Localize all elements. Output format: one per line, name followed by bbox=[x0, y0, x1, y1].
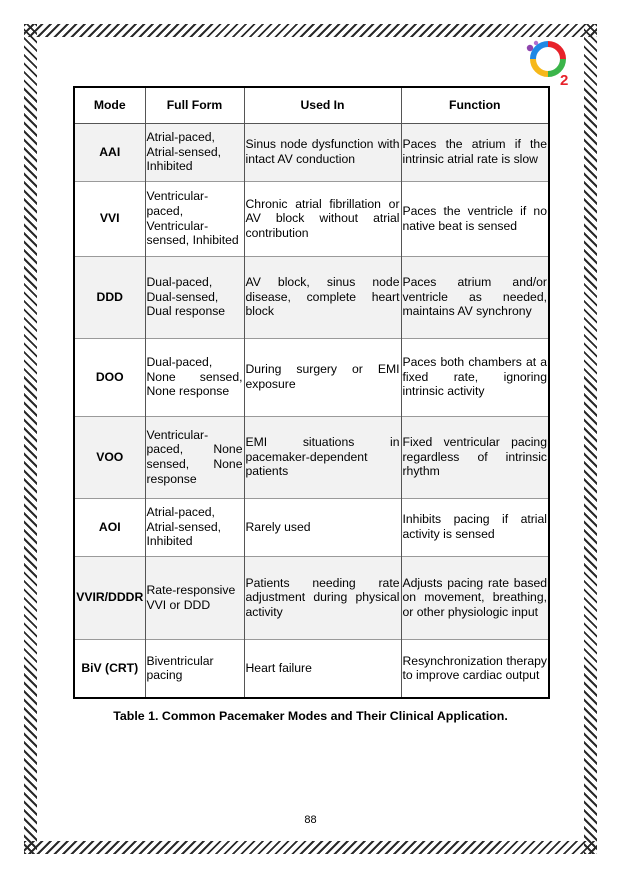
used-in-cell: Rarely used bbox=[244, 498, 401, 556]
mode-cell: VVIR/DDDR bbox=[74, 556, 145, 639]
o2-logo-icon bbox=[522, 38, 578, 88]
used-in-cell: Chronic atrial fibrillation or AV block without atrial contribution bbox=[244, 181, 401, 256]
table-row bbox=[74, 498, 549, 556]
function-cell: Paces atrium and/or ventricle as needed, maintains AV synchrony bbox=[401, 256, 549, 338]
used-in-cell: Heart failure bbox=[244, 639, 401, 698]
used-in-cell: During surgery or EMI exposure bbox=[244, 338, 401, 416]
table-row bbox=[74, 256, 549, 338]
logo-subscript-2: 2 bbox=[560, 72, 569, 88]
table-caption: Table 1. Common Pacemaker Modes and Their Clinical Application. bbox=[113, 709, 508, 723]
table-row bbox=[74, 123, 549, 181]
function-cell: Paces the ventricle if no native beat is sensed bbox=[401, 181, 549, 256]
mode-cell: DDD bbox=[74, 256, 145, 338]
full-form-cell: Biventricular pacing bbox=[145, 639, 244, 698]
page-border-right bbox=[584, 24, 597, 854]
table-row bbox=[74, 181, 549, 256]
full-form-cell: Ventricular-paced, None sensed, None response bbox=[145, 416, 244, 498]
mode-cell: DOO bbox=[74, 338, 145, 416]
header-function: Function bbox=[401, 87, 549, 123]
used-in-cell: EMI situations in pacemaker-dependent patients bbox=[244, 416, 401, 498]
mode-cell: VOO bbox=[74, 416, 145, 498]
table-row bbox=[74, 556, 549, 639]
mode-cell: AOI bbox=[74, 498, 145, 556]
header-full-form: Full Form bbox=[145, 87, 244, 123]
page-border-left bbox=[24, 24, 37, 854]
mode-cell: VVI bbox=[74, 181, 145, 256]
full-form-cell: Dual-paced, None sensed, None response bbox=[145, 338, 244, 416]
table-row bbox=[74, 639, 549, 698]
function-cell: Adjusts pacing rate based on movement, breathing, or other physiologic input bbox=[401, 556, 549, 639]
mode-cell: AAI bbox=[74, 123, 145, 181]
full-form-cell: Rate-responsive VVI or DDD bbox=[145, 556, 244, 639]
header-mode: Mode bbox=[74, 87, 145, 123]
table-row bbox=[74, 416, 549, 498]
function-cell: Paces the atrium if the intrinsic atrial rate is slow bbox=[401, 123, 549, 181]
page-number: 88 bbox=[304, 814, 317, 826]
used-in-cell: Patients needing rate adjustment during physical activity bbox=[244, 556, 401, 639]
function-cell: Inhibits pacing if atrial activity is sensed bbox=[401, 498, 549, 556]
header-used-in: Used In bbox=[244, 87, 401, 123]
pacemaker-modes-table bbox=[73, 86, 550, 699]
mode-cell: BiV (CRT) bbox=[74, 639, 145, 698]
function-cell: Paces both chambers at a fixed rate, ignoring intrinsic activity bbox=[401, 338, 549, 416]
full-form-cell: Atrial-paced, Atrial-sensed, Inhibited bbox=[145, 123, 244, 181]
full-form-cell: Dual-paced, Dual-sensed, Dual response bbox=[145, 256, 244, 338]
page-border-bottom bbox=[24, 841, 597, 854]
function-cell: Resynchronization therapy to improve cardiac output bbox=[401, 639, 549, 698]
full-form-cell: Atrial-paced, Atrial-sensed, Inhibited bbox=[145, 498, 244, 556]
table-row bbox=[74, 338, 549, 416]
used-in-cell: Sinus node dysfunction with intact AV conduction bbox=[244, 123, 401, 181]
full-form-cell: Ventricular-paced, Ventricular-sensed, Inhibited bbox=[145, 181, 244, 256]
page-border-top bbox=[24, 24, 597, 37]
table-header-row bbox=[74, 87, 549, 123]
function-cell: Fixed ventricular pacing regardless of intrinsic rhythm bbox=[401, 416, 549, 498]
used-in-cell: AV block, sinus node disease, complete heart block bbox=[244, 256, 401, 338]
